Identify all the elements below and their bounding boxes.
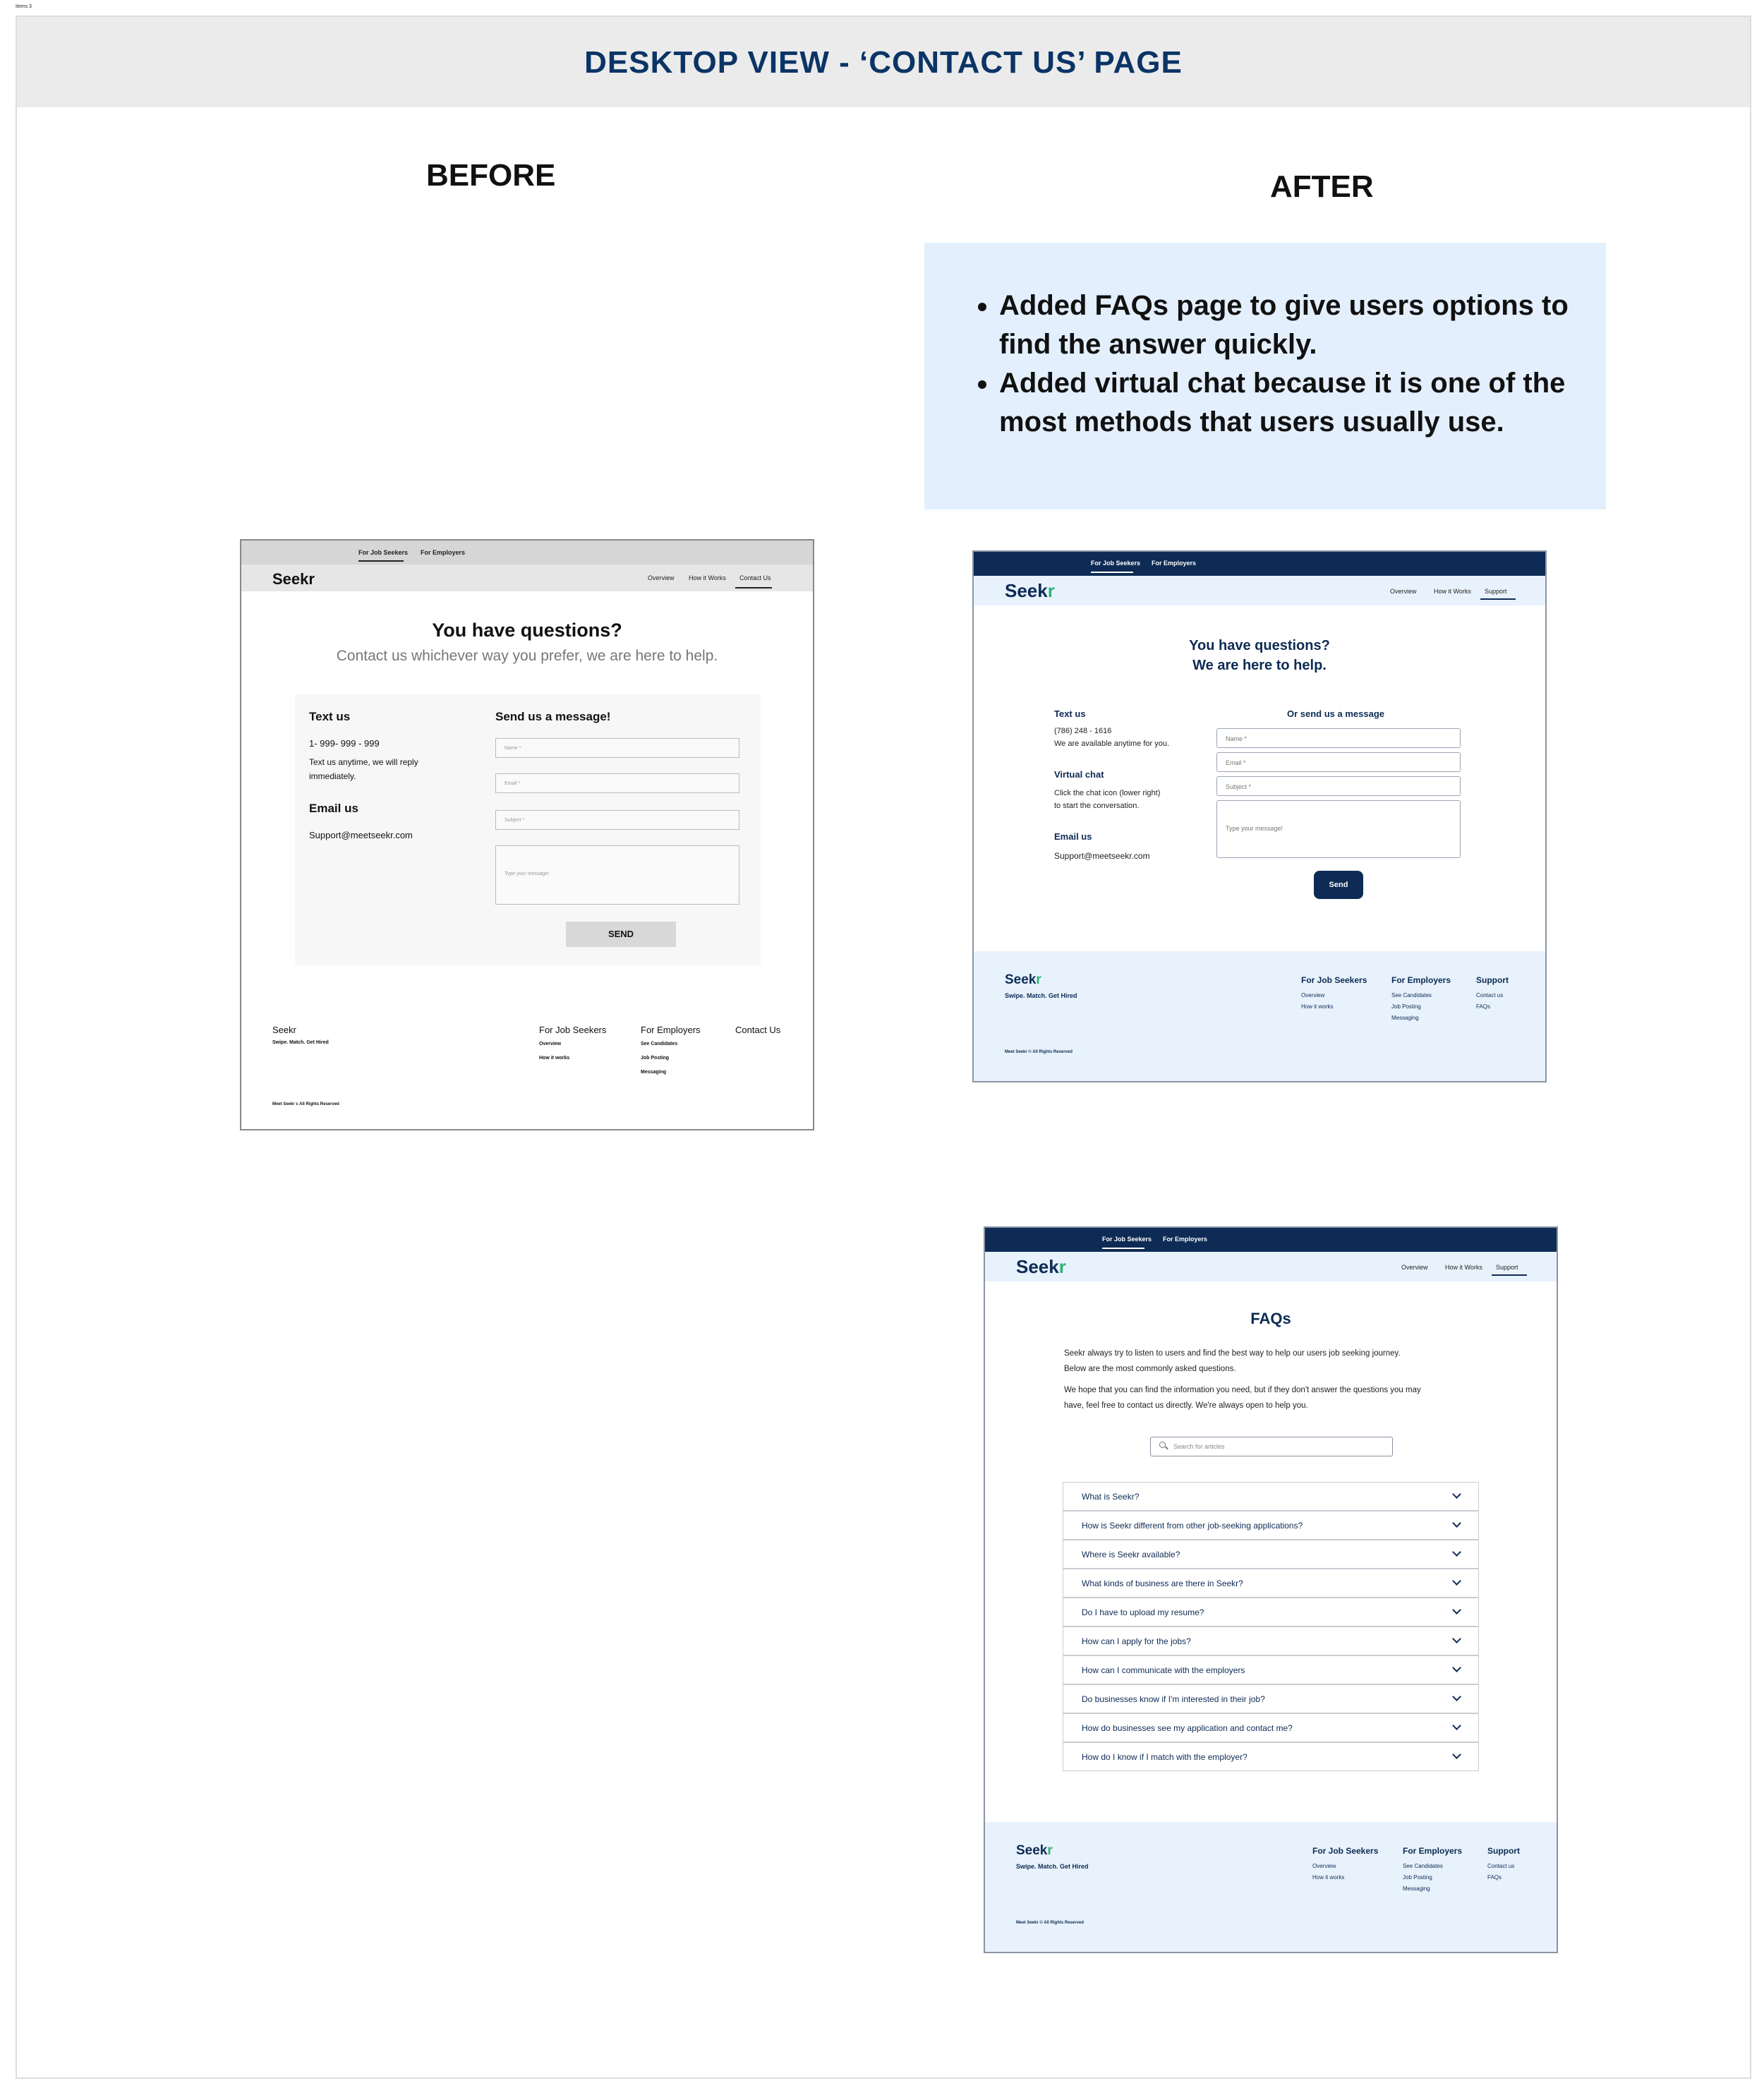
nav-overview[interactable]: Overview bbox=[648, 574, 675, 581]
footer-link-how-it-works[interactable]: How it works bbox=[1301, 1003, 1334, 1010]
faq-question: How can I communicate with the employers bbox=[1082, 1665, 1245, 1675]
before-contact-page bbox=[240, 539, 814, 1130]
message-field[interactable]: Type your message! bbox=[495, 845, 739, 905]
contact-card bbox=[295, 694, 761, 965]
footer-logo-accent: r bbox=[1036, 972, 1041, 987]
footer-col-support: Support bbox=[1487, 1846, 1520, 1856]
footer-link-messaging[interactable]: Messaging bbox=[641, 1070, 667, 1075]
after-faq-page bbox=[984, 1226, 1558, 1953]
footer-col-job-seekers: For Job Seekers bbox=[539, 1025, 607, 1035]
footer-link-job-posting[interactable]: Job Posting bbox=[1403, 1874, 1432, 1881]
faq-question: How can I apply for the jobs? bbox=[1082, 1636, 1191, 1646]
faq-item[interactable] bbox=[1063, 1511, 1479, 1540]
chevron-down-icon bbox=[1452, 1576, 1461, 1586]
nav-support[interactable]: Support bbox=[1496, 1264, 1518, 1271]
top-bar bbox=[241, 541, 813, 565]
faq-question: What is Seekr? bbox=[1082, 1492, 1140, 1502]
logo-text: Seek bbox=[1016, 1256, 1059, 1277]
logo[interactable]: Seekr bbox=[272, 570, 315, 588]
faq-item[interactable] bbox=[1063, 1684, 1479, 1713]
main-nav bbox=[974, 576, 1545, 605]
search-icon bbox=[1159, 1442, 1166, 1448]
search-input[interactable] bbox=[1150, 1437, 1393, 1456]
nav-overview[interactable]: Overview bbox=[1390, 588, 1417, 595]
message-field[interactable]: Type your message! bbox=[1216, 800, 1461, 858]
logo[interactable] bbox=[1016, 1256, 1066, 1278]
send-button[interactable]: SEND bbox=[566, 922, 676, 947]
page-title-line-1: You have questions? bbox=[1189, 638, 1330, 653]
footer-link-see-candidates[interactable]: See Candidates bbox=[1391, 992, 1432, 998]
phone-number: (786) 248 - 1616 bbox=[1054, 727, 1112, 735]
email-heading: Email us bbox=[1054, 831, 1092, 842]
page-title: FAQs bbox=[1250, 1310, 1291, 1327]
faq-list bbox=[1063, 1482, 1480, 1773]
page-title: You have questions? bbox=[432, 620, 622, 641]
faq-question: What kinds of business are there in Seekr? bbox=[1082, 1579, 1243, 1588]
footer-link-overview[interactable]: Overview bbox=[1301, 992, 1325, 998]
footer-copyright: Meet Seekr © All Rights Reserved bbox=[1005, 1050, 1073, 1054]
email-field[interactable]: Email * bbox=[495, 773, 739, 793]
faq-item[interactable] bbox=[1063, 1482, 1479, 1511]
footer-copyright: Meet Seekr © All Rights Reserved bbox=[1016, 1921, 1084, 1925]
footer-link-how-it-works[interactable]: How it works bbox=[539, 1056, 570, 1061]
name-field[interactable]: Name * bbox=[1216, 728, 1461, 748]
intro-line-2: Below are the most commonly asked questions. bbox=[1064, 1365, 1236, 1373]
faq-item[interactable] bbox=[1063, 1742, 1479, 1771]
chevron-down-icon bbox=[1452, 1490, 1461, 1499]
nav-how-it-works[interactable]: How it Works bbox=[689, 574, 726, 581]
faq-question: How do businesses see my application and contact me? bbox=[1082, 1723, 1293, 1733]
footer-col-job-seekers: For Job Seekers bbox=[1312, 1846, 1379, 1856]
logo[interactable] bbox=[1005, 580, 1055, 602]
tab-employers[interactable]: For Employers bbox=[421, 549, 466, 556]
phone-note: We are available anytime for you. bbox=[1054, 740, 1170, 748]
text-us-heading: Text us bbox=[309, 710, 351, 723]
footer-link-contact-us[interactable]: Contact us bbox=[1476, 992, 1504, 998]
footer-link-faqs[interactable]: FAQs bbox=[1487, 1874, 1502, 1881]
chevron-down-icon bbox=[1452, 1519, 1461, 1528]
footer bbox=[974, 951, 1545, 1082]
faq-question: Do I have to upload my resume? bbox=[1082, 1607, 1204, 1617]
faq-question: How do I know if I match with the employer? bbox=[1082, 1752, 1248, 1762]
top-bar bbox=[974, 552, 1545, 576]
frame-label: Items 3 bbox=[16, 4, 32, 9]
faq-question: How is Seekr different from other job-seeking applications? bbox=[1082, 1521, 1303, 1531]
chevron-down-icon bbox=[1452, 1547, 1461, 1557]
footer-logo[interactable]: Seekr bbox=[272, 1025, 296, 1035]
note-item: • Added FAQs page to give users options to find the answer quickly. bbox=[999, 286, 1578, 364]
chat-note-line-1: Click the chat icon (lower right) bbox=[1054, 789, 1161, 797]
subject-field[interactable]: Subject * bbox=[495, 810, 739, 830]
footer-col-job-seekers: For Job Seekers bbox=[1301, 975, 1367, 985]
nav-support[interactable]: Support bbox=[1485, 588, 1507, 595]
footer-logo-text: Seek bbox=[1005, 972, 1037, 987]
text-us-heading: Text us bbox=[1054, 708, 1086, 719]
faq-question: Do businesses know if I'm interested in their job? bbox=[1082, 1694, 1265, 1704]
page-heading: DESKTOP VIEW - ‘CONTACT US’ PAGE bbox=[584, 45, 1183, 80]
virtual-chat-heading: Virtual chat bbox=[1054, 769, 1104, 780]
subject-field[interactable]: Subject * bbox=[1216, 776, 1461, 796]
footer bbox=[985, 1822, 1557, 1953]
note-item: • Added virtual chat because it is one of the most methods that users usually use. bbox=[999, 364, 1578, 442]
faq-item[interactable] bbox=[1063, 1627, 1479, 1655]
faq-question: Where is Seekr available? bbox=[1082, 1550, 1180, 1559]
faq-item[interactable] bbox=[1063, 1713, 1479, 1742]
nav-contact-us[interactable]: Contact Us bbox=[739, 574, 771, 581]
chevron-down-icon bbox=[1452, 1663, 1461, 1672]
footer-logo[interactable] bbox=[1005, 972, 1041, 988]
chevron-down-icon bbox=[1452, 1721, 1461, 1730]
send-button[interactable]: Send bbox=[1314, 871, 1363, 899]
footer-col-support: Support bbox=[1476, 975, 1509, 985]
footer-link-job-posting[interactable]: Job Posting bbox=[1391, 1003, 1421, 1010]
chevron-down-icon bbox=[1452, 1605, 1461, 1615]
intro-line-4: have, feel free to contact us directly. We're always open to help you. bbox=[1064, 1401, 1308, 1410]
email-field[interactable]: Email * bbox=[1216, 752, 1461, 772]
chevron-down-icon bbox=[1452, 1692, 1461, 1701]
top-bar bbox=[985, 1228, 1557, 1252]
intro-line-3: We hope that you can find the information you need, but if they don't answer the questions you may bbox=[1064, 1386, 1421, 1394]
tab-employers[interactable]: For Employers bbox=[1163, 1236, 1208, 1243]
email-address[interactable]: Support@meetseekr.com bbox=[309, 830, 413, 840]
intro-line-1: Seekr always try to listen to users and find the best way to help our users job seeking journey. bbox=[1064, 1349, 1401, 1358]
tab-job-seekers[interactable]: For Job Seekers bbox=[1102, 1236, 1152, 1243]
page-title-line-2: We are here to help. bbox=[1192, 658, 1327, 673]
footer-logo-text: Seek bbox=[1016, 1843, 1048, 1858]
form-heading: Send us a message! bbox=[495, 710, 611, 723]
after-label: AFTER bbox=[1270, 169, 1374, 204]
logo-accent: r bbox=[1058, 1256, 1066, 1277]
footer-link-overview[interactable]: Overview bbox=[1312, 1863, 1336, 1869]
before-label: BEFORE bbox=[426, 158, 556, 193]
text-note: Text us anytime, we will reply immediately. bbox=[309, 757, 418, 781]
title-bar bbox=[17, 17, 1750, 107]
footer-link-see-candidates[interactable]: See Candidates bbox=[641, 1042, 678, 1046]
footer-tagline: Swipe. Match. Get Hired bbox=[1016, 1863, 1089, 1870]
page-subtitle: Contact us whichever way you prefer, we are here to help. bbox=[336, 648, 718, 664]
faq-item[interactable] bbox=[1063, 1598, 1479, 1627]
footer-link-messaging[interactable]: Messaging bbox=[1391, 1015, 1419, 1021]
faq-item[interactable] bbox=[1063, 1540, 1479, 1569]
footer-link-overview[interactable]: Overview bbox=[539, 1042, 562, 1046]
tab-job-seekers[interactable]: For Job Seekers bbox=[1091, 560, 1141, 567]
footer-link-messaging[interactable]: Messaging bbox=[1403, 1885, 1430, 1892]
footer-logo[interactable] bbox=[1016, 1843, 1053, 1859]
footer-link-faqs[interactable]: FAQs bbox=[1476, 1003, 1491, 1010]
footer-col-employers: For Employers bbox=[641, 1025, 701, 1035]
footer-col-employers: For Employers bbox=[1391, 975, 1451, 985]
form-heading: Or send us a message bbox=[1287, 708, 1385, 719]
footer-tagline: Swipe. Match. Get Hired bbox=[1005, 992, 1077, 999]
main-nav bbox=[241, 565, 813, 591]
change-notes bbox=[924, 243, 1606, 509]
logo-accent: r bbox=[1047, 580, 1055, 601]
nav-how-it-works[interactable]: How it Works bbox=[1434, 588, 1471, 595]
faq-item[interactable] bbox=[1063, 1569, 1479, 1598]
footer-tagline: Swipe. Match. Get Hired bbox=[272, 1040, 329, 1045]
search-placeholder: Search for articles bbox=[1173, 1443, 1225, 1450]
footer-col-employers: For Employers bbox=[1403, 1846, 1463, 1856]
name-field[interactable]: Name * bbox=[495, 738, 739, 758]
footer-link-contact-us[interactable]: Contact us bbox=[1487, 1863, 1515, 1869]
footer-link-how-it-works[interactable]: How it works bbox=[1312, 1874, 1345, 1881]
faq-item[interactable] bbox=[1063, 1655, 1479, 1684]
chevron-down-icon bbox=[1452, 1634, 1461, 1643]
nav-overview[interactable]: Overview bbox=[1401, 1264, 1428, 1271]
footer-link-job-posting[interactable]: Job Posting bbox=[641, 1056, 670, 1061]
footer-copyright: Meet Seekr c All Rights Reserved bbox=[272, 1102, 339, 1106]
nav-how-it-works[interactable]: How it Works bbox=[1445, 1264, 1482, 1271]
email-address[interactable]: Support@meetseekr.com bbox=[1054, 851, 1150, 861]
after-contact-page bbox=[972, 550, 1547, 1082]
footer-link-see-candidates[interactable]: See Candidates bbox=[1403, 1863, 1443, 1869]
tab-employers[interactable]: For Employers bbox=[1152, 560, 1197, 567]
main-nav bbox=[985, 1252, 1557, 1281]
footer-col-contact[interactable]: Contact Us bbox=[735, 1025, 781, 1035]
chevron-down-icon bbox=[1452, 1750, 1461, 1759]
tab-job-seekers[interactable]: For Job Seekers bbox=[358, 549, 409, 556]
logo-text: Seek bbox=[1005, 580, 1048, 601]
footer-logo-accent: r bbox=[1047, 1843, 1053, 1858]
phone-number: 1- 999- 999 - 999 bbox=[309, 738, 380, 749]
chat-note-line-2: to start the conversation. bbox=[1054, 802, 1140, 810]
email-heading: Email us bbox=[309, 802, 358, 815]
